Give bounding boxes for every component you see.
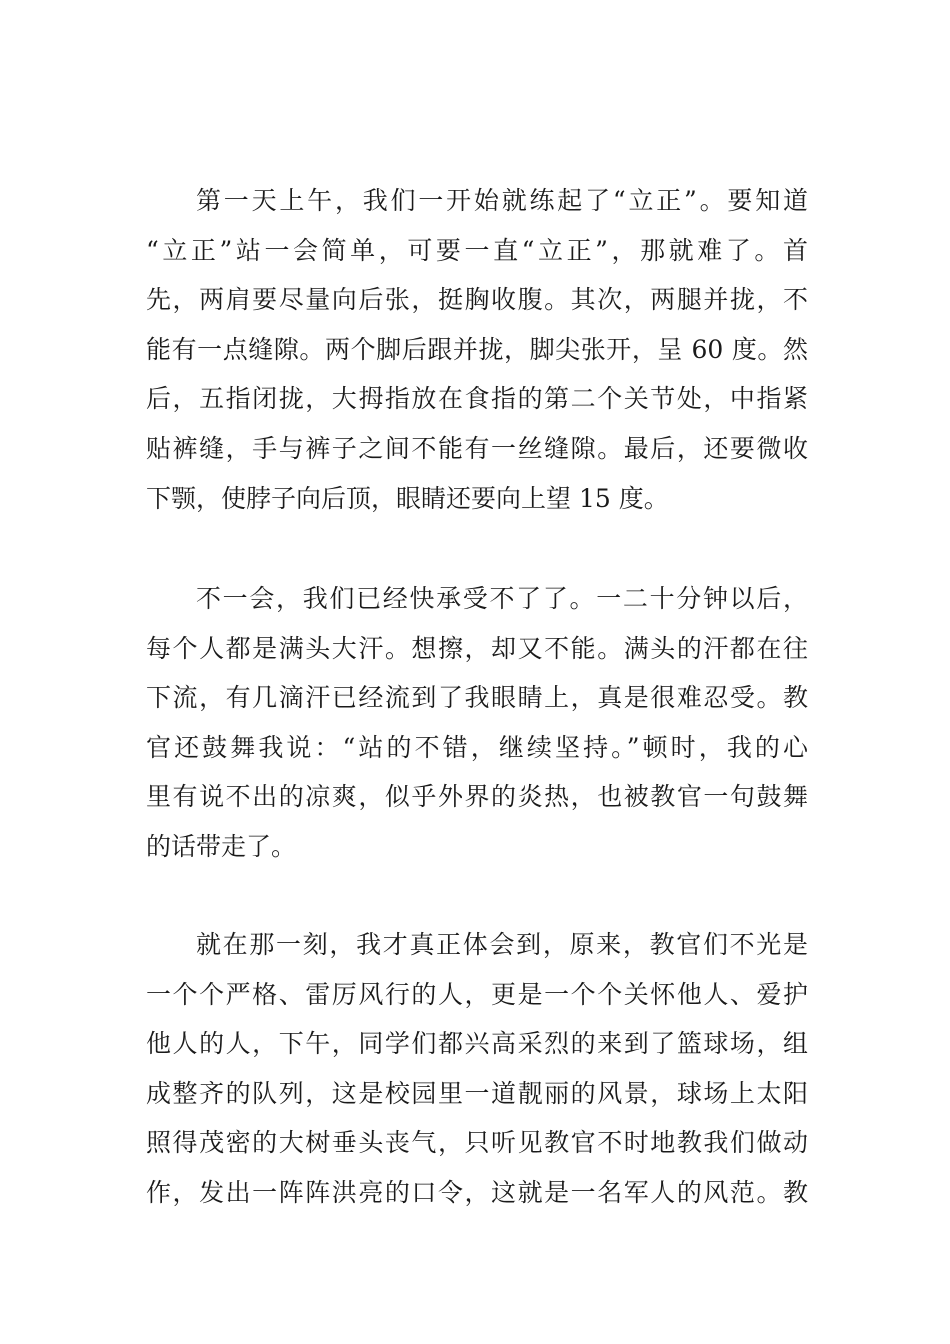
paragraph-line: 一个个严格、雷厉风行的人，更是一个个关怀他人、爱护 bbox=[146, 979, 808, 1009]
paragraph-line: 就在那一刻，我才真正体会到，原来，教官们不光是 bbox=[196, 930, 808, 959]
paragraph-line: 能有一点缝隙。两个脚后跟并拢，脚尖张开，呈 60 度。然 bbox=[146, 334, 808, 364]
paragraph-line: 成整齐的队列，这是校园里一道靓丽的风景，球场上太阳 bbox=[146, 1078, 808, 1108]
paragraph-line: 他人的人，下午，同学们都兴高采烈的来到了篮球场，组 bbox=[146, 1029, 808, 1059]
paragraph-3 bbox=[146, 920, 808, 1218]
paragraph-line: 的话带走了。 bbox=[146, 831, 297, 861]
paragraph-1 bbox=[146, 176, 808, 523]
paragraph-line: 作，发出一阵阵洪亮的口令，这就是一名军人的风范。教 bbox=[146, 1177, 808, 1207]
paragraph-line: 第一天上午，我们一开始就练起了“立正”。要知道 bbox=[196, 186, 808, 215]
paragraph-line: 下流，有几滴汗已经流到了我眼睛上，真是很难忍受。教 bbox=[146, 683, 808, 713]
paragraph-line: 下颚，使脖子向后顶，眼睛还要向上望 15 度。 bbox=[146, 483, 669, 513]
paragraph-line: 官还鼓舞我说：“站的不错，继续坚持。”顿时，我的心 bbox=[146, 732, 808, 762]
paragraph-2 bbox=[146, 574, 808, 872]
paragraph-line: 照得茂密的大树垂头丧气，只听见教官不时地教我们做动 bbox=[146, 1128, 808, 1158]
paragraph-line: 贴裤缝，手与裤子之间不能有一丝缝隙。最后，还要微收 bbox=[146, 433, 808, 463]
paragraph-line: 里有说不出的凉爽，似乎外界的炎热，也被教官一句鼓舞 bbox=[146, 782, 808, 812]
paragraph-line: 每个人都是满头大汗。想擦，却又不能。满头的汗都在往 bbox=[146, 633, 808, 663]
paragraph-line: “立正”站一会简单，可要一直“立正”，那就难了。首 bbox=[146, 235, 808, 265]
paragraph-line: 先，两肩要尽量向后张，挺胸收腹。其次，两腿并拢，不 bbox=[146, 285, 808, 315]
paragraph-line: 不一会，我们已经快承受不了了。一二十分钟以后， bbox=[196, 584, 808, 613]
paragraph-line: 后，五指闭拢，大拇指放在食指的第二个关节处，中指紧 bbox=[146, 384, 808, 414]
